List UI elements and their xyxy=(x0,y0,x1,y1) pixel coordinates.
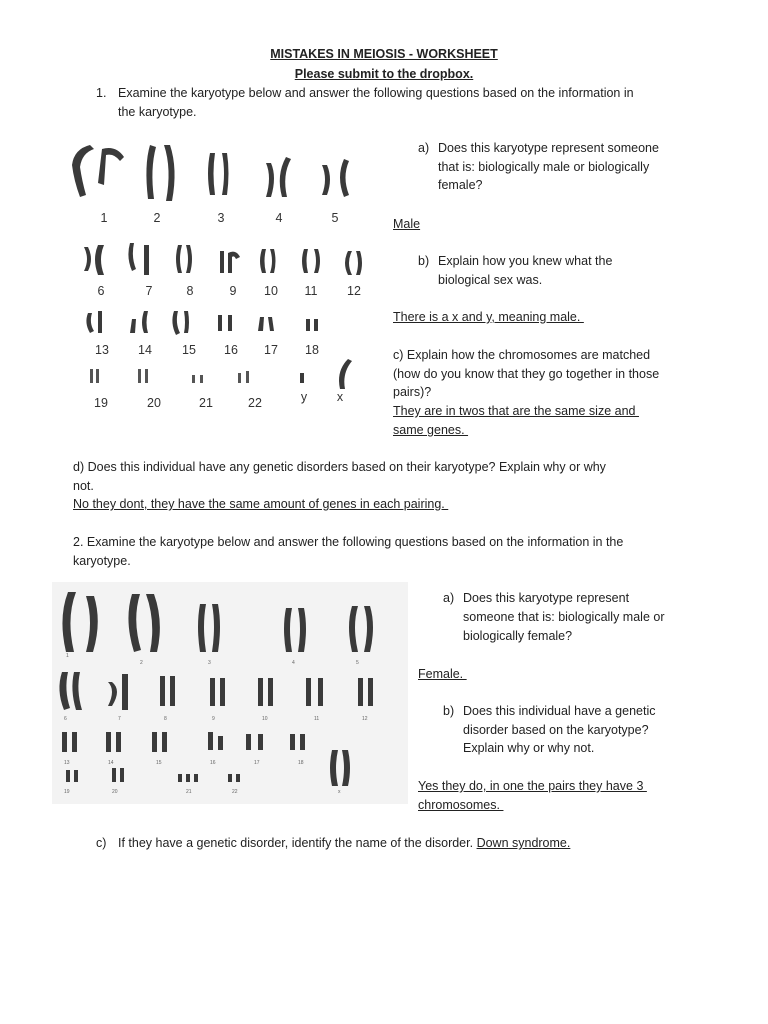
k2-chromosome-pair-5 xyxy=(349,606,373,652)
chromosome-pair-2 xyxy=(146,145,174,201)
k2-chromosome-pair-17 xyxy=(246,734,263,750)
k2-chromosome-pair-19 xyxy=(66,770,78,782)
k2-chromosome-pair-10 xyxy=(258,678,273,706)
q1-d-line1: d) Does this individual have any genetic disorders based on their karyotype? Explain why or why xyxy=(73,460,606,474)
k2-chromosome-pair-9 xyxy=(210,678,225,706)
karyotype-1-label: y xyxy=(300,390,308,404)
chromosome-x xyxy=(339,359,352,389)
chromosome-pair-22 xyxy=(238,371,249,383)
k2-chromosome-pair-7 xyxy=(108,674,128,710)
k2-chromosome-pair-20 xyxy=(112,768,124,782)
q2-a-marker: a) xyxy=(443,591,455,605)
q1-b-line1: Explain how you knew what the xyxy=(438,254,613,268)
karyotype-2-label: 7 xyxy=(118,716,121,722)
k2-chromosome-pair-22 xyxy=(228,774,240,782)
k2-chromosome-pair-11 xyxy=(306,678,323,706)
chromosome-pair-12 xyxy=(345,251,362,275)
q1-c-line1: c) Explain how the chromosomes are matched xyxy=(393,348,651,362)
q1-a-line2: that is: biologically male or biologically xyxy=(438,160,650,174)
q2-a-answer: Female. xyxy=(418,667,467,681)
k2-chromosome-trisomy-21 xyxy=(178,774,198,782)
k2-chromosome-pair-15 xyxy=(152,732,167,752)
k2-chromosome-pair-x xyxy=(330,750,350,786)
chromosome-pair-1 xyxy=(72,145,124,197)
chromosome-pair-9 xyxy=(220,251,240,273)
chromosome-pair-18 xyxy=(306,319,318,331)
karyotype-2-image xyxy=(52,582,408,804)
chromosome-pair-6 xyxy=(84,245,104,275)
q2-prompt-line1: 2. Examine the karyotype below and answer the following questions based on the information in the xyxy=(73,535,624,549)
karyotype-2-label: 10 xyxy=(262,716,268,722)
karyotype-2-label: 9 xyxy=(212,716,215,722)
chromosome-pair-17 xyxy=(258,317,274,331)
karyotype-2-label: 8 xyxy=(164,716,167,722)
chromosome-pair-15 xyxy=(172,311,189,335)
q2-b-line3: Explain why or why not. xyxy=(463,741,595,755)
q2-c-answer: Down syndrome. xyxy=(476,836,571,850)
karyotype-1-label: x xyxy=(336,390,344,404)
chromosome-pair-20 xyxy=(138,369,148,383)
karyotype-2-label: 18 xyxy=(298,760,304,766)
chromosome-y xyxy=(300,373,304,383)
karyotype-2-label: 2 xyxy=(140,660,143,666)
karyotype-1-label: 5 xyxy=(331,211,339,225)
k2-chromosome-pair-4 xyxy=(284,608,306,652)
k2-chromosome-pair-3 xyxy=(198,604,220,652)
q1-prompt-line2: the karyotype. xyxy=(118,105,197,119)
karyotype-2-label: 15 xyxy=(156,760,162,766)
karyotype-2-label: 16 xyxy=(210,760,216,766)
q2-prompt-line2: karyotype. xyxy=(73,554,131,568)
q1-a-line1: Does this karyotype represent someone xyxy=(438,141,659,155)
q1-b-marker: b) xyxy=(418,254,430,268)
worksheet-title: MISTAKES IN MEIOSIS - WORKSHEET xyxy=(270,47,498,61)
karyotype-1-label: 8 xyxy=(186,284,194,298)
karyotype-1-label: 2 xyxy=(153,211,161,225)
karyotype-1-label: 11 xyxy=(304,284,318,298)
karyotype-1-label: 7 xyxy=(145,284,153,298)
karyotype-1-label: 3 xyxy=(217,211,225,225)
q1-d-line2: not. xyxy=(73,479,94,493)
q1-c-answer-line2: same genes. xyxy=(393,423,469,437)
chromosome-pair-5 xyxy=(322,159,349,197)
karyotype-1-label: 14 xyxy=(138,343,152,357)
karyotype-2-label: 11 xyxy=(314,716,320,722)
karyotype-2-label: 14 xyxy=(108,760,114,766)
q2-b-marker: b) xyxy=(443,704,455,718)
karyotype-1-label: 20 xyxy=(147,396,161,410)
chromosome-pair-21 xyxy=(192,375,203,383)
q1-b-line2: biological sex was. xyxy=(438,273,543,287)
chromosome-pair-8 xyxy=(176,245,192,273)
q2-c-marker: c) xyxy=(96,836,107,850)
karyotype-1-label: 16 xyxy=(224,343,238,357)
karyotype-2-label: 13 xyxy=(64,760,70,766)
chromosome-pair-10 xyxy=(260,249,276,273)
q2-b-line1: Does this individual have a genetic xyxy=(463,704,656,718)
k2-chromosome-pair-16 xyxy=(208,732,223,750)
karyotype-1-label: 12 xyxy=(347,284,361,298)
q2-b-answer-line1: Yes they do, in one the pairs they have 3 xyxy=(418,779,647,793)
karyotype-1-chromosomes xyxy=(60,135,380,415)
karyotype-1-image xyxy=(60,135,380,415)
karyotype-2-label: 1 xyxy=(66,653,69,659)
karyotype-2-label: 19 xyxy=(64,789,70,795)
q2-b-answer-line2: chromosomes. xyxy=(418,798,504,812)
k2-chromosome-pair-6 xyxy=(59,672,82,710)
karyotype-1-label: 6 xyxy=(97,284,105,298)
k2-chromosome-pair-2 xyxy=(128,594,159,652)
karyotype-1-label: 10 xyxy=(264,284,278,298)
q1-c-answer-line1: They are in twos that are the same size and xyxy=(393,404,639,418)
k2-chromosome-pair-13 xyxy=(62,732,77,752)
q2-b-line2: disorder based on the karyotype? xyxy=(463,723,649,737)
karyotype-2-label: 6 xyxy=(64,716,67,722)
karyotype-2-label: 4 xyxy=(292,660,295,666)
karyotype-1-label: 13 xyxy=(95,343,109,357)
chromosome-pair-7 xyxy=(128,243,149,275)
q2-a-line1: Does this karyotype represent xyxy=(463,591,630,605)
karyotype-2-label: x xyxy=(338,789,341,795)
karyotype-2-chromosomes xyxy=(52,582,408,804)
karyotype-1-label: 22 xyxy=(248,396,262,410)
chromosome-pair-11 xyxy=(302,249,320,273)
k2-chromosome-pair-14 xyxy=(106,732,121,752)
karyotype-2-label: 12 xyxy=(362,716,368,722)
karyotype-2-label: 22 xyxy=(232,789,238,795)
chromosome-pair-16 xyxy=(218,315,232,331)
q1-c-line3: pairs)? xyxy=(393,385,432,399)
k2-chromosome-pair-1 xyxy=(62,592,97,652)
q1-prompt-line1: Examine the karyotype below and answer the following questions based on the information in xyxy=(118,86,634,100)
q1-c-line2: (how do you know that they go together in those xyxy=(393,367,660,381)
karyotype-2-label: 21 xyxy=(186,789,192,795)
q1-a-answer: Male xyxy=(393,217,421,231)
karyotype-1-label: 15 xyxy=(182,343,196,357)
karyotype-2-label: 20 xyxy=(112,789,118,795)
chromosome-pair-14 xyxy=(130,311,148,333)
k2-chromosome-pair-8 xyxy=(160,676,175,706)
q1-b-answer: There is a x and y, meaning male. xyxy=(393,310,584,324)
q2-c-line xyxy=(118,834,570,853)
chromosome-pair-3 xyxy=(208,153,229,195)
q2-a-line3: biologically female? xyxy=(463,629,573,643)
worksheet-subtitle: Please submit to the dropbox. xyxy=(294,67,474,81)
karyotype-2-label: 3 xyxy=(208,660,211,666)
karyotype-1-label: 19 xyxy=(94,396,108,410)
karyotype-1-label: 18 xyxy=(305,343,319,357)
karyotype-1-label: 1 xyxy=(100,211,108,225)
karyotype-1-label: 9 xyxy=(229,284,237,298)
chromosome-pair-4 xyxy=(266,157,291,197)
q2-a-line2: someone that is: biologically male or xyxy=(463,610,665,624)
q1-d-answer: No they dont, they have the same amount of genes in each pairing. xyxy=(73,497,449,511)
karyotype-1-label: 21 xyxy=(199,396,213,410)
k2-chromosome-pair-12 xyxy=(358,678,373,706)
karyotype-2-label: 5 xyxy=(356,660,359,666)
q1-a-line3: female? xyxy=(438,178,483,192)
q1-a-marker: a) xyxy=(418,141,430,155)
karyotype-2-label: 17 xyxy=(254,760,260,766)
karyotype-1-label: 4 xyxy=(275,211,283,225)
q1-number: 1. xyxy=(96,86,107,100)
q2-c-text: If they have a genetic disorder, identify the name of the disorder. xyxy=(118,836,477,850)
chromosome-pair-13 xyxy=(86,311,102,333)
karyotype-1-label: 17 xyxy=(264,343,278,357)
chromosome-pair-19 xyxy=(90,369,99,383)
k2-chromosome-pair-18 xyxy=(290,734,305,750)
